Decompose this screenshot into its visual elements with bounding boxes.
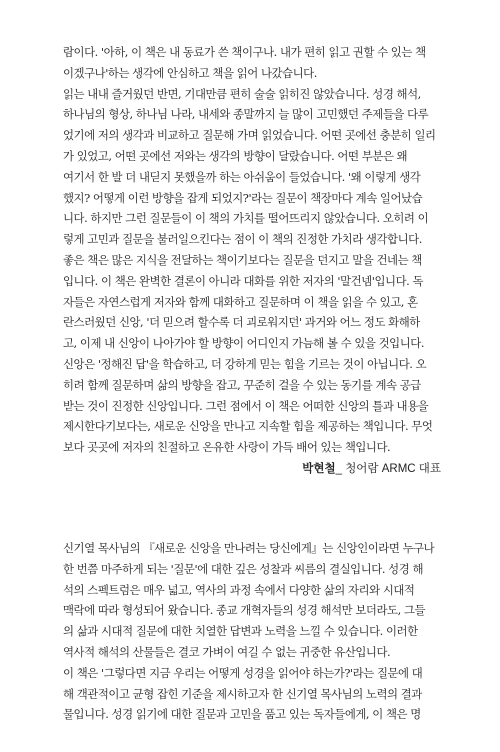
text-line: 맥락에 따라 형성되어 왔습니다. 종교 개혁자들의 성경 해석만 보더라도, 그들 (63, 603, 426, 618)
text-line: 해 객관적이고 균형 잡힌 기준을 제시하고자 한 신기열 목사님의 노력의 결과 (63, 686, 422, 701)
text-line: 물입니다. 성경 읽기에 대한 질문과 고민을 품고 있는 독자들에게, 이 책은 명 (63, 707, 421, 722)
reviewer-role: _ 청어람 ARMC 대표 (335, 463, 441, 475)
text-line: 받는 것이 진정한 신앙입니다. 그런 점에서 이 책은 어떠한 신앙의 틀과 내용을 (63, 398, 429, 413)
text-line: 고, 이제 내 신앙이 나아가야 할 방향이 어디인지 가늠해 볼 수 있을 것입니다. (63, 336, 424, 351)
text-line: 란스러웠던 신앙, '더 믿으려 할수록 더 괴로워지던' 과거와 어느 정도 화해하 (63, 315, 420, 330)
text-line: 자들은 자연스럽게 저자와 함께 대화하고 질문하며 이 책을 읽을 수 있고, 혼 (63, 294, 418, 309)
text-line: 석의 스펙트럼은 매우 넓고, 역사의 과정 속에서 다양한 삶의 자리와 시대적 (63, 582, 415, 597)
text-line: 었기에 저의 생각과 비교하고 질문해 가며 읽었습니다. 어떤 곳에선 충분히 일리 (63, 128, 436, 143)
text-line: 신기열 목사님의 『새로운 신앙을 만나려는 당신에게』는 신앙인이라면 누구나 (63, 541, 435, 555)
text-line: 좋은 책은 많은 지식을 전달하는 책이기보다는 질문을 던지고 말을 건네는 책 (63, 252, 422, 267)
text-line: 렇게 고민과 질문을 불러일으킨다는 점이 이 책의 진정한 가치라 생각합니다. (63, 232, 422, 247)
text-line: 이겠구나'하는 생각에 안심하고 책을 읽어 나갔습니다. (63, 65, 317, 80)
text-line: 여기서 한 발 더 내딛지 못했을까 하는 아쉬움이 들었습니다. '왜 이렇게 생각 (63, 169, 421, 184)
text-line: 이 책은 '그렇다면 지금 우리는 어떻게 성경을 읽어야 하는가?'라는 질문에 대 (63, 665, 423, 680)
text-line: 보다 곳곳에 저자의 친절하고 온유한 사랑이 가득 배어 있는 책입니다. (63, 440, 391, 455)
text-line: 읽는 내내 즐거웠던 반면, 기대만큼 편히 술술 읽히진 않았습니다. 성경 해석, (63, 86, 421, 101)
text-line: 니다. 하지만 그런 질문들이 이 책의 가치를 떨어뜨리지 않았습니다. 오히려 이 (63, 211, 429, 226)
text-line: 하나님의 형상, 하나님 나라, 내세와 종말까지 늘 많이 고민했던 주제들을 다루 (63, 107, 429, 122)
text-line: 제시한다기보다는, 새로운 신앙을 만나고 지속할 힘을 제공하는 책입니다. 무엇 (63, 419, 433, 434)
reviewer-signature (302, 461, 441, 477)
review-top (63, 42, 441, 458)
text-line: 히려 함께 질문하며 삶의 방향을 잡고, 꾸준히 걸을 수 있는 동기를 계속 공급 (63, 377, 421, 392)
text-line: 람이다. '아하, 이 책은 내 동료가 쓴 책이구나. 내가 편히 읽고 권할 수 있는 책 (63, 45, 426, 59)
text-line: 한 번쯤 마주하게 되는 '질문'에 대한 깊은 성찰과 씨름의 결실입니다. 성경 해 (63, 561, 424, 576)
text-line: 역사적 해석의 산물들은 결코 가벼이 여길 수 없는 귀중한 유산입니다. (63, 644, 391, 659)
reviewer-name: 박현철 (302, 463, 336, 475)
text-line: 했지? 어떻게 이런 방향을 잡게 되었지?'라는 질문이 책장마다 계속 일어났습 (63, 190, 423, 205)
text-line: 신앙은 '정해진 답'을 학습하고, 더 강하게 믿는 힘을 기르는 것이 아닙니다. 오 (63, 356, 427, 371)
review-bottom (63, 538, 441, 725)
text-line: 가 있었고, 어떤 곳에선 저와는 생각의 방향이 달랐습니다. 어떤 부분은 왜 (63, 148, 408, 163)
text-line: 의 삶과 시대적 질문에 대한 치열한 답변과 노력을 느낄 수 있습니다. 이러한 (63, 624, 418, 639)
text-line: 입니다. 이 책은 완벽한 결론이 아니라 대화를 위한 저자의 '말건넴'입니다. 독 (63, 273, 424, 288)
